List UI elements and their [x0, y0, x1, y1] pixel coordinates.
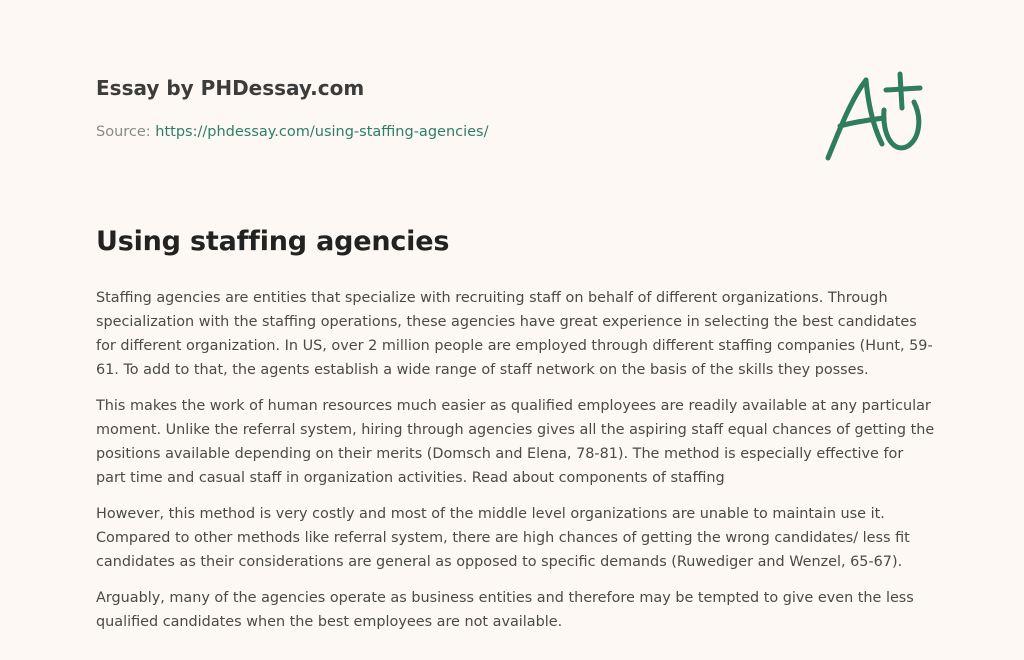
- essay-title: Using staffing agencies: [96, 226, 450, 257]
- essay-paragraph: However, this method is very costly and most of the middle level organizations are unable to maintain use it. Compared to other methods like referral system, there are high chances of getting the wrong candidates/ less fit candidates as their considerations are general as opposed to specific demands (Ruwediger and Wenzel, 65-67).: [96, 506, 910, 570]
- source-label: Source:: [96, 124, 151, 140]
- source-link[interactable]: https://phdessay.com/using-staffing-agencies/: [155, 124, 489, 140]
- essay-body: [96, 286, 936, 646]
- site-title: Essay by PHDessay.com: [96, 76, 365, 100]
- source-line: [96, 124, 489, 140]
- a-plus-grade-icon: [822, 68, 926, 164]
- essay-paragraph: Staffing agencies are entities that specialize with recruiting staff on behalf of different organizations. Through specialization with the staffing operations, these agencies have great experience in selecting the best candidates for different organization. In US, over 2 million people are employed through different staffing companies (Hunt, 59-61. To add to that, the agents establish a wide range of staff network on the basis of the skills they posses.: [96, 290, 933, 378]
- essay-paragraph: This makes the work of human resources much easier as qualified employees are readily available at any particular moment. Unlike the referral system, hiring through agencies gives all the aspiring staff equal chances of getting the positions available depending on their merits (Domsch and Elena, 78-81). The method is especially effective for part time and casual staff in organization activities. Read about components of staffing: [96, 398, 935, 486]
- essay-paragraph: Arguably, many of the agencies operate as business entities and therefore may be tempted to give even the less qualified candidates when the best employees are not available.: [96, 590, 914, 630]
